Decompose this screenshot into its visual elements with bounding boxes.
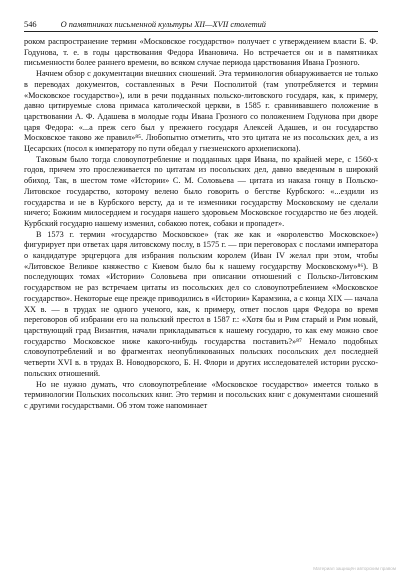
copyright-watermark: Материал защищён авторским правом: [313, 566, 396, 571]
running-title: О памятниках письменной культуры XII—XVII столетий: [60, 20, 266, 29]
paragraph-2: Начнем обзор с документации внешних сношений. Эта терминология обнаруживается не только в переводах документов, составленных в Речи Посполитой (там употребляется и термин «Московское государство»), или в речи подданных польско-литовского государя, как, к примеру, давно цитируемые слова примаса католической церкви, в 1585 г. сравнивавшего положение в царствовании А. Ф. Адашева в молодые годы Ивана Грозного со положением Годунова при дворе царя Федора: «...а преж сего был у прежнего государя Алексей Адашев, и он государство Московское таково же правил»⁸⁵. Любопытно отметить, что это цитата не из посольских дел, а из Цесарских (посол к императору по пути обедал у гнезненского архиепископа).: [24, 69, 378, 154]
paragraph-3: Таковым было тогда словоупотребление и подданных царя Ивана, по крайней мере, с 1560-х годов, причем это прослеживается по цитатам из посольских дел, давно введенным в широкий обиход. Так, в шестом томе «Истории» С. М. Соловьева — цитата из наказа гонцу в Польско-Литовское государство, которому велено было говорить о бегстве Курбского: «...ездили из государства и не в Курбского версту, да и те изменники государству Московскому не сделали ничего; Божиим милосердием и государя нашего здоровьем Московское государство не без людей. Курбский государю нашему изменил, собакою потек, собаки и пропадет».: [24, 154, 378, 228]
paragraph-1: роком распространение термин «Московское государство» получает с утверждением власти Б. Ф. Годунова, т. е. в годы царствования Федора Ивановича. Но встречается он и в памятниках письменности более раннего времени, во всяком случае периода царствования Ивана Грозного.: [24, 37, 378, 68]
body-text: [24, 37, 378, 412]
running-header: [24, 20, 378, 32]
page-number: 546: [24, 20, 37, 29]
paragraph-5: Но не нужно думать, что словоупотребление «Московское государство» имеется только в терминологии Польских посольских книг. Это термин и посольских книг с документами сношений с другими государствами. Об этом тоже напоминает: [24, 379, 378, 410]
paragraph-4: В 1573 г. термин «государство Московское» (так же как и «королевство Московское») фигурирует при ответах царя литовскому послу, в 1575 г. — при переговорах с послами императора о кандидатуре эрцгерцога для избрания польским королем (Иван IV желал при этом, чтобы «Литовское Великое княжество с Киевом было бы к нашему государству Московскому»⁸⁶). В последующих томах «Истории» Соловьева при описании отношений с Польско-Литовским государством не раз встречаем цитаты из посольских дел со словоупотреблением «Московское государство». Некоторые еще прежде приводились в «Истории» Карамзина, а с конца XIX — начала XX в. — в трудах не одного ученого, как, к примеру, ответ послов царя Федора во время переговоров об избрании его на польский престол в 1587 г.: «Хотя бы и Рим старый и Рим новый, царствующий град Византия, начали прикладываться к нашему государю, то как ему можно свое государство Московское ниже какого-нибудь государства поставить?»⁸⁷ Немало подобных словоупотреблений и во фрагментах неопубликованных польских посольских дел последней четверти XVI в. в трудах В. Новодворского, Б. Н. Флори и других исследователей истории русско-польских отношений.: [24, 229, 378, 378]
